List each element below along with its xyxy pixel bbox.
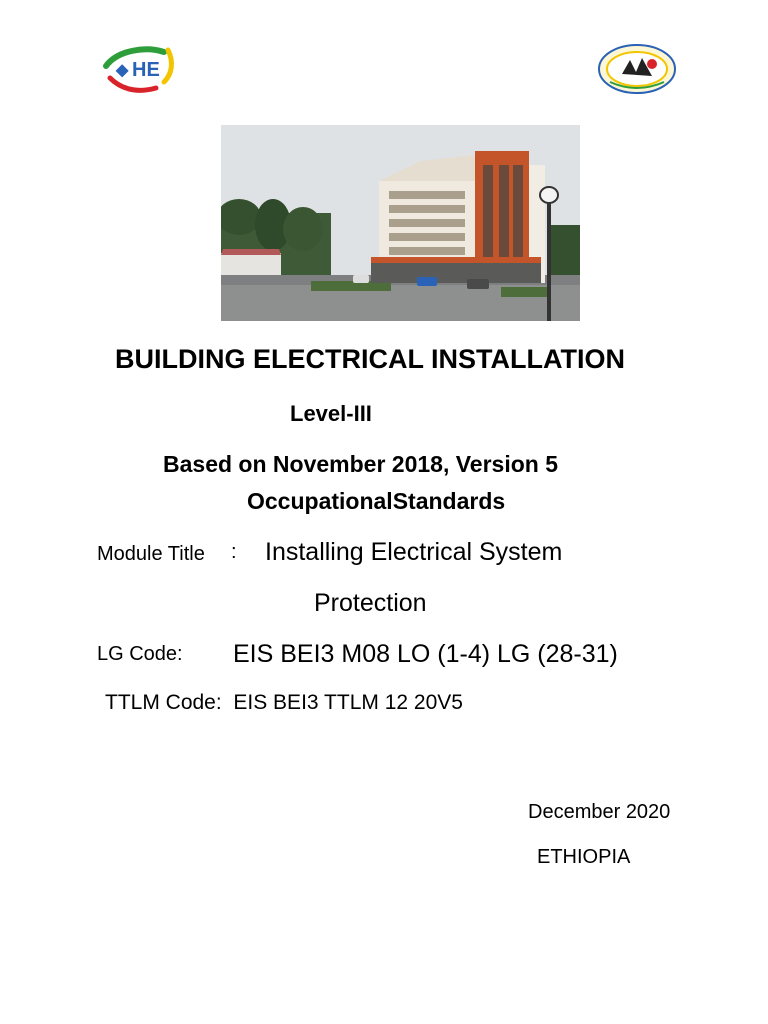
module-title-value-continued: Protection — [314, 589, 427, 617]
module-title-label: Module Title — [97, 543, 205, 565]
based-on-heading: Based on November 2018, Version 5 — [163, 451, 559, 477]
module-title-colon: : — [231, 541, 237, 563]
svg-text:◆: ◆ — [116, 62, 129, 79]
country: ETHIOPIA — [537, 846, 631, 868]
lg-code-value: EIS BEI3 M08 LO (1-4) LG (28-31) — [233, 640, 618, 668]
publication-date: December 2020 — [528, 801, 671, 823]
standards-heading: OccupationalStandards — [247, 488, 506, 514]
she-logo — [102, 44, 178, 96]
level-heading: Level-III — [290, 401, 372, 426]
module-title-value: Installing Electrical System — [265, 538, 563, 566]
lg-code-label: LG Code: — [97, 643, 183, 665]
document-title: BUILDING ELECTRICAL INSTALLATION — [115, 344, 625, 374]
ttlm-code: TTLM Code: EIS BEI3 TTLM 12 20V5 — [105, 691, 463, 714]
building-photo — [221, 125, 580, 321]
federal-tvet-agency-logo — [596, 42, 678, 96]
logo-left-text: HE — [132, 59, 160, 81]
